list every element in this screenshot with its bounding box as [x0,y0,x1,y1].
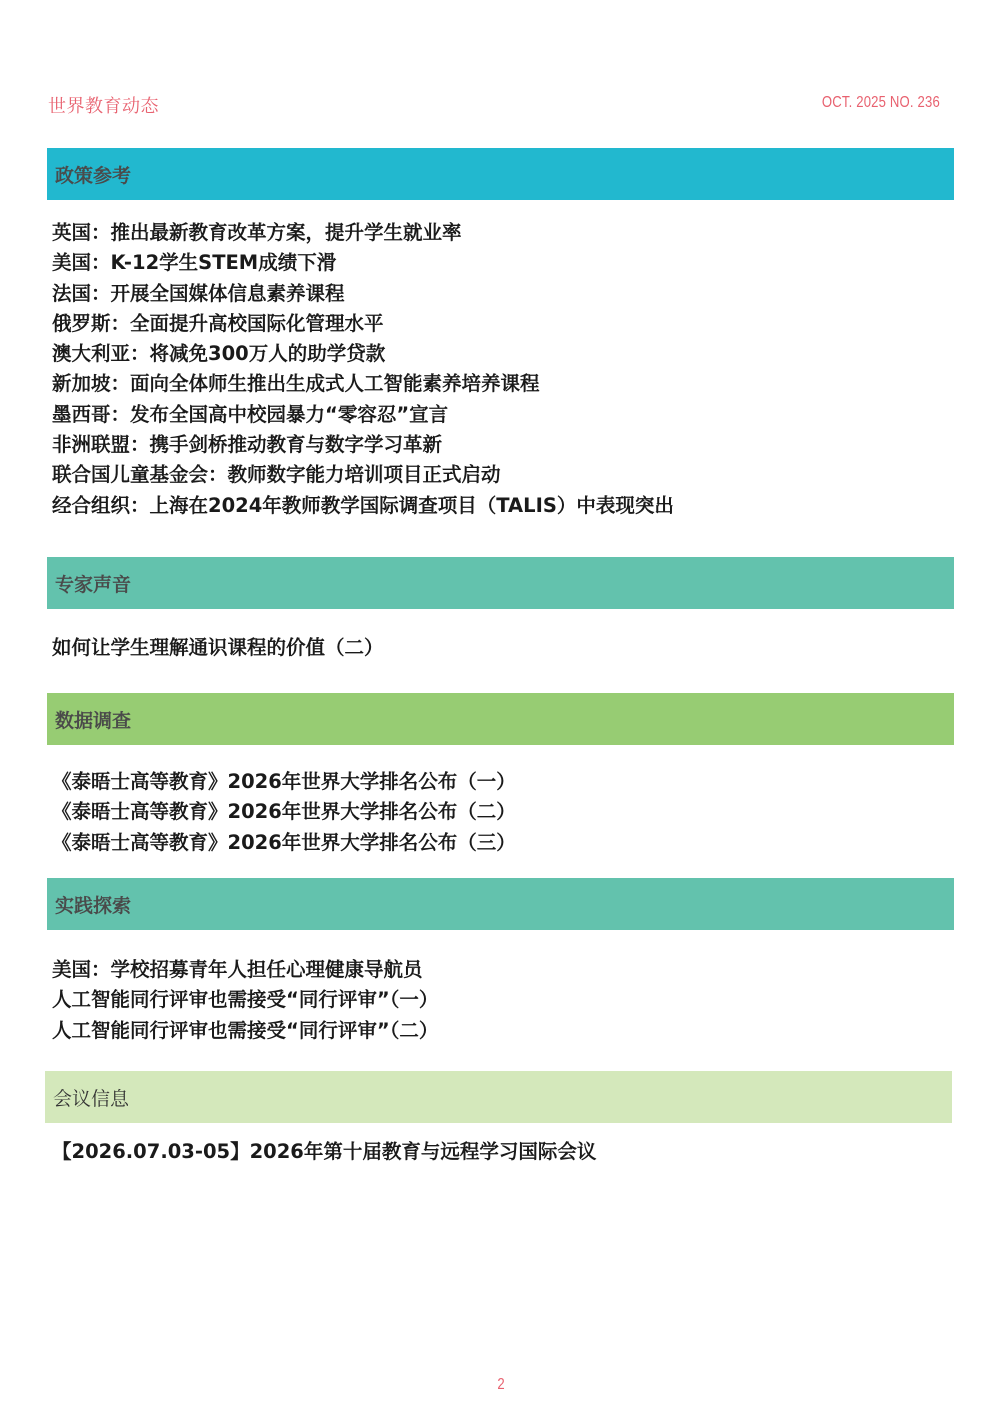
list-item[interactable]: 经合组织：上海在2024年教师教学国际调查项目（TALIS）中表现突出 [52,493,674,517]
list-item[interactable]: 美国：K-12学生STEM成绩下滑 [52,251,337,275]
list-item[interactable]: 澳大利亚：将减免300万人的助学贷款 [52,342,386,366]
list-item[interactable]: 墨西哥：发布全国高中校园暴力“零容忍”宣言 [52,402,449,426]
section-list-policy [52,218,674,521]
list-item[interactable]: 如何让学生理解通识课程的价值（二） [52,636,384,659]
list-item[interactable]: 《泰晤士高等教育》2026年世界大学排名公布（三） [52,830,516,854]
section-header-practice: 实践探索 [47,878,954,930]
list-item[interactable]: 人工智能同行评审也需接受“同行评审”（一） [52,988,439,1012]
issue-number: OCT. 2025 NO. 236 [821,94,940,111]
list-item[interactable]: 《泰晤士高等教育》2026年世界大学排名公布（二） [52,800,516,824]
list-item[interactable]: 法国：开展全国媒体信息素养课程 [52,281,345,305]
section-list-practice [52,955,438,1046]
publication-title: 世界教育动态 [48,96,159,117]
list-item[interactable]: 《泰晤士高等教育》2026年世界大学排名公布（一） [52,770,516,793]
section-list-conference [52,1137,596,1167]
list-item[interactable]: 人工智能同行评审也需接受“同行评审”（二） [52,1018,439,1042]
section-list-expert [52,633,384,663]
section-list-data [52,767,516,858]
section-header-policy: 政策参考 [47,148,954,200]
list-item[interactable]: 【2026.07.03-05】2026年第十届教育与远程学习国际会议 [52,1140,597,1163]
section-header-data: 数据调查 [47,693,954,745]
page-number: 2 [497,1376,505,1393]
list-item[interactable]: 联合国儿童基金会：教师数字能力培训项目正式启动 [52,463,501,487]
list-item[interactable]: 俄罗斯：全面提升高校国际化管理水平 [52,311,384,335]
section-header-expert: 专家声音 [47,557,954,609]
section-header-conference: 会议信息 [45,1071,952,1123]
list-item[interactable]: 新加坡：面向全体师生推出生成式人工智能素养培养课程 [52,372,540,396]
list-item[interactable]: 非洲联盟：携手剑桥推动教育与数字学习革新 [52,433,443,457]
list-item[interactable]: 美国：学校招募青年人担任心理健康导航员 [52,958,423,981]
list-item[interactable]: 英国：推出最新教育改革方案，提升学生就业率 [52,221,462,244]
